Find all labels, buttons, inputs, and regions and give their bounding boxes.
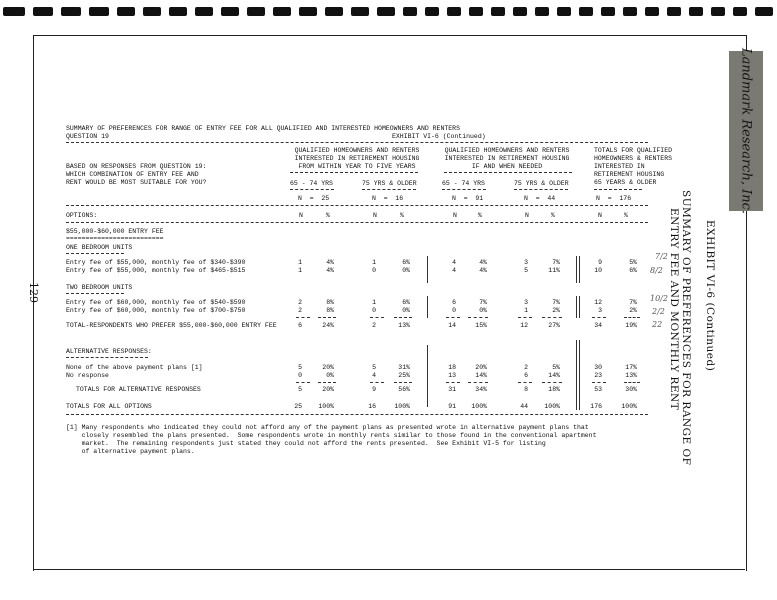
cell-count: 5: [372, 364, 376, 371]
column-divider: [579, 340, 580, 410]
group3-heading-2: HOMEOWNERS & RENTERS: [594, 155, 673, 162]
punch-hole: [403, 7, 417, 16]
group2-underline: [444, 172, 572, 173]
cell-count: 2: [524, 364, 528, 371]
n-col-a: N = 25: [298, 195, 330, 202]
punch-hole: [711, 7, 725, 16]
cell-percent: 2%: [552, 307, 560, 314]
cell-percent: 100%: [318, 403, 334, 410]
row-label: Entry fee of $60,000, monthly fee of $540-$590: [66, 299, 246, 306]
header-rule: [66, 142, 648, 143]
cell-count: 2: [298, 299, 302, 306]
punch-hole: [447, 7, 461, 16]
options-label: OPTIONS:: [66, 212, 98, 219]
page-border-bottom: [34, 569, 745, 570]
cell-percent: 4%: [326, 259, 334, 266]
cell-count: 5: [298, 364, 302, 371]
cell-count: 13: [448, 372, 456, 379]
cell-count: 16: [368, 403, 376, 410]
col-head-pct: %: [551, 212, 555, 219]
age-a-underline: [290, 189, 334, 190]
col-head-pct: %: [326, 212, 330, 219]
company-stamp: [729, 47, 763, 215]
group2-heading-1: QUALIFIED HOMEOWNERS AND RENTERS: [444, 147, 570, 154]
cell-percent: 100%: [621, 403, 637, 410]
cell-percent: 5%: [629, 259, 637, 266]
subtotal-rule: [468, 317, 488, 318]
n-col-b: N = 16: [372, 195, 404, 202]
cell-count: 12: [520, 322, 528, 329]
punch-hole: [535, 7, 549, 16]
cell-percent: 19%: [625, 322, 637, 329]
cell-count: 44: [520, 403, 528, 410]
handwritten-note: 8/2: [650, 266, 663, 275]
cell-count: 9: [598, 259, 602, 266]
cell-percent: 7%: [552, 259, 560, 266]
col-head-n: N: [598, 212, 602, 219]
range-heading: $55,000-$60,000 ENTRY FEE: [66, 228, 164, 235]
cell-percent: 18%: [548, 386, 560, 393]
subtotal-rule: [318, 317, 336, 318]
cell-count: 1: [372, 259, 376, 266]
cell-percent: 14%: [548, 372, 560, 379]
punch-hole: [61, 7, 81, 16]
subtotal-rule: [394, 317, 412, 318]
subtotal-rule: [446, 382, 460, 383]
handwritten-note: 22: [652, 320, 663, 329]
cell-count: 2: [372, 322, 376, 329]
column-divider: [576, 296, 577, 318]
cell-percent: 20%: [322, 386, 334, 393]
cell-count: 0: [372, 267, 376, 274]
column-divider: [427, 256, 428, 283]
cell-count: 4: [452, 267, 456, 274]
punch-hole: [247, 7, 265, 16]
question-label: QUESTION 19: [66, 133, 109, 140]
handwritten-note: 10/2: [650, 294, 668, 303]
one-bedroom-underline: [66, 253, 124, 254]
handwritten-note: 7/2: [655, 252, 668, 261]
subtotal-rule: [318, 382, 336, 383]
cell-count: 0: [298, 372, 302, 379]
punch-hole: [491, 7, 505, 16]
group2-heading-2: INTERESTED IN RETIREMENT HOUSING: [444, 155, 570, 162]
cell-count: 0: [372, 307, 376, 314]
cell-percent: 20%: [475, 364, 487, 371]
group3-heading-4: RETIREMENT HOUSING: [594, 171, 665, 178]
cell-percent: 4%: [326, 267, 334, 274]
cell-count: 9: [372, 386, 376, 393]
group1-heading-3: FROM WITHIN YEAR TO FIVE YEARS: [298, 163, 416, 170]
subtotal-rule: [394, 382, 412, 383]
report-title: SUMMARY OF PREFERENCES FOR RANGE OF ENTRY FEE FOR ALL QUALIFIED AND INTERESTED HOMEOWNERS AND RENTERS: [66, 125, 460, 132]
age-b-underline: [362, 189, 416, 190]
exhibit-label: EXHIBIT VI-6 (Continued): [392, 133, 486, 140]
cell-count: 8: [524, 386, 528, 393]
cell-count: 1: [524, 307, 528, 314]
punch-hole: [667, 7, 681, 16]
row-label: TOTALS FOR ALL OPTIONS: [66, 403, 152, 410]
group3-heading-3: INTERESTED IN: [594, 163, 645, 170]
punch-hole: [755, 7, 773, 16]
punch-hole: [325, 7, 343, 16]
row-label: TOTALS FOR ALTERNATIVE RESPONSES: [76, 386, 201, 393]
cell-percent: 27%: [548, 322, 560, 329]
footnote-line: [1] Many respondents who indicated they could not afford any of the payment plans as presented wrote in alternative payment plans that: [66, 424, 589, 431]
cell-percent: 0%: [326, 372, 334, 379]
n-col-d: N = 44: [524, 195, 556, 202]
subtotal-rule: [370, 382, 384, 383]
row-label: Entry fee of $55,000, monthly fee of $340-$390: [66, 259, 246, 266]
cell-count: 4: [452, 259, 456, 266]
cell-count: 12: [594, 299, 602, 306]
alternative-underline: [66, 357, 148, 358]
cell-count: 176: [590, 403, 602, 410]
subtotal-rule: [518, 317, 532, 318]
subtotal-rule: [624, 382, 640, 383]
group1-heading-1: QUALIFIED HOMEOWNERS AND RENTERS: [294, 147, 420, 154]
cell-percent: 7%: [629, 299, 637, 306]
footnote-line: of alternative payment plans.: [66, 448, 195, 455]
footnote-line: closely resembled the plans presented. Some respondents wrote in monthly rents similar to those found in the conventional apartment: [66, 432, 597, 439]
age-c-underline: [442, 189, 486, 190]
cell-percent: 4%: [479, 267, 487, 274]
cell-count: 53: [594, 386, 602, 393]
col-head-n: N: [373, 212, 377, 219]
based-on-line-2: WHICH COMBINATION OF ENTRY FEE AND: [66, 171, 199, 178]
subtotal-rule: [370, 317, 384, 318]
group2-heading-3: IF AND WHEN NEEDED: [471, 163, 543, 170]
cell-percent: 7%: [552, 299, 560, 306]
cell-count: 3: [524, 259, 528, 266]
n-col-c: N = 91: [452, 195, 484, 202]
two-bedroom-heading: TWO BEDROOM UNITS: [66, 284, 133, 291]
subtotal-rule: [446, 317, 460, 318]
cell-percent: 13%: [625, 372, 637, 379]
cell-count: 6: [452, 299, 456, 306]
cell-percent: 100%: [394, 403, 410, 410]
cell-percent: 6%: [629, 267, 637, 274]
subtotal-rule: [542, 382, 562, 383]
n-col-e: N = 176: [596, 195, 632, 202]
cell-percent: 34%: [475, 386, 487, 393]
two-bedroom-underline: [66, 293, 124, 294]
punch-hole: [299, 7, 317, 16]
punch-hole: [3, 7, 25, 16]
page-number: 129: [27, 282, 40, 303]
side-summary-subtitle: ENTRY FEE AND MONTHLY RENT: [668, 208, 680, 411]
cell-percent: 6%: [402, 299, 410, 306]
side-exhibit-title: EXHIBIT VI-6 (Continued): [704, 220, 716, 372]
cell-percent: 31%: [398, 364, 410, 371]
cell-percent: 0%: [479, 307, 487, 314]
subtotal-rule: [624, 317, 640, 318]
cell-count: 4: [372, 372, 376, 379]
col-head-pct: %: [478, 212, 482, 219]
cell-count: 23: [594, 372, 602, 379]
cell-count: 3: [524, 299, 528, 306]
age-col-d: 75 YRS & OLDER: [514, 180, 569, 187]
cell-percent: 7%: [479, 299, 487, 306]
side-summary-title: SUMMARY OF PREFERENCES FOR RANGE OF: [680, 190, 692, 466]
group1-heading-2: INTERESTED IN RETIREMENT HOUSING: [294, 155, 420, 162]
cell-percent: 30%: [625, 386, 637, 393]
subtotal-rule: [542, 317, 562, 318]
cell-percent: 100%: [471, 403, 487, 410]
col-head-pct: %: [624, 212, 628, 219]
row-label: None of the above payment plans [1]: [66, 364, 203, 371]
punch-hole: [425, 7, 439, 16]
cell-count: 2: [298, 307, 302, 314]
punch-hole: [273, 7, 291, 16]
cell-percent: 11%: [548, 267, 560, 274]
cell-percent: 100%: [544, 403, 560, 410]
cell-count: 5: [524, 267, 528, 274]
column-divider: [576, 340, 577, 410]
row-label: Entry fee of $55,000, monthly fee of $465-$515: [66, 267, 246, 274]
subtotal-rule: [518, 382, 532, 383]
group3-underline: [594, 189, 642, 190]
column-divider: [427, 345, 428, 407]
based-on-line-1: BASED ON RESPONSES FROM QUESTION 19:: [66, 163, 207, 170]
alternative-heading: ALTERNATIVE RESPONSES:: [66, 348, 152, 355]
age-d-underline: [514, 189, 568, 190]
cell-count: 3: [598, 307, 602, 314]
column-divider: [576, 256, 577, 283]
subtotal-rule: [296, 317, 310, 318]
cell-percent: 6%: [402, 259, 410, 266]
range-underline: =========================: [66, 235, 164, 242]
cell-percent: 0%: [402, 307, 410, 314]
subtotal-rule: [592, 317, 606, 318]
subtotal-rule: [296, 382, 310, 383]
punch-hole: [513, 7, 527, 16]
cell-count: 0: [452, 307, 456, 314]
age-col-b: 75 YRS & OLDER: [362, 180, 417, 187]
column-divider: [579, 256, 580, 283]
age-col-a: 65 - 74 YRS: [290, 180, 333, 187]
col-head-n: N: [299, 212, 303, 219]
punch-hole: [221, 7, 239, 16]
cell-percent: 15%: [475, 322, 487, 329]
cell-percent: 8%: [326, 307, 334, 314]
cell-percent: 13%: [398, 322, 410, 329]
cell-percent: 0%: [402, 267, 410, 274]
n-rule: [66, 205, 648, 206]
punch-hole: [169, 7, 187, 16]
col-head-pct: %: [400, 212, 404, 219]
col-head-n: N: [525, 212, 529, 219]
punch-hole: [601, 7, 615, 16]
cell-count: 10: [594, 267, 602, 274]
one-bedroom-heading: ONE BEDROOM UNITS: [66, 244, 133, 251]
handwritten-note: 2/2: [652, 307, 665, 316]
cell-count: 18: [448, 364, 456, 371]
cell-count: 14: [448, 322, 456, 329]
row-label: TOTAL-RESPONDENTS WHO PREFER $55,000-$60,000 ENTRY FEE: [66, 322, 277, 329]
punch-hole: [645, 7, 659, 16]
punch-hole: [89, 7, 109, 16]
company-stamp-text: Landmark Research, Inc.: [738, 47, 754, 215]
row-label: Entry fee of $60,000, monthly fee of $700-$750: [66, 307, 246, 314]
punch-hole: [143, 7, 161, 16]
punch-hole: [195, 7, 213, 16]
cell-percent: 14%: [475, 372, 487, 379]
cell-count: 34: [594, 322, 602, 329]
punch-hole: [689, 7, 703, 16]
cell-percent: 5%: [552, 364, 560, 371]
cell-percent: 20%: [322, 364, 334, 371]
cell-percent: 25%: [398, 372, 410, 379]
column-divider: [579, 296, 580, 318]
cell-count: 30: [594, 364, 602, 371]
punch-hole: [579, 7, 593, 16]
subtotal-rule: [592, 382, 606, 383]
punch-hole: [557, 7, 571, 16]
cell-percent: 17%: [625, 364, 637, 371]
cell-count: 1: [298, 267, 302, 274]
table-bottom-rule: [66, 414, 648, 415]
cell-count: 1: [298, 259, 302, 266]
cell-count: 6: [524, 372, 528, 379]
cell-percent: 2%: [629, 307, 637, 314]
punch-hole: [623, 7, 637, 16]
cell-count: 31: [448, 386, 456, 393]
row-label: No response: [66, 372, 109, 379]
cell-percent: 4%: [479, 259, 487, 266]
column-divider: [427, 296, 428, 318]
cell-count: 6: [298, 322, 302, 329]
punch-hole: [117, 7, 135, 16]
punch-hole: [377, 7, 395, 16]
subtotal-rule: [468, 382, 488, 383]
group1-underline: [290, 172, 418, 173]
footnote-line: market. The remaining respondents just stated they could not afford the rents presented. See Exhibit VI-5 for listing: [66, 440, 546, 447]
punch-hole: [469, 7, 483, 16]
cell-percent: 8%: [326, 299, 334, 306]
cell-percent: 56%: [398, 386, 410, 393]
col-head-n: N: [453, 212, 457, 219]
group3-heading-1: TOTALS FOR QUALIFIED: [594, 147, 673, 154]
cell-count: 1: [372, 299, 376, 306]
cell-count: 91: [448, 403, 456, 410]
punch-hole: [33, 7, 53, 16]
based-on-line-3: RENT WOULD BE MOST SUITABLE FOR YOU?: [66, 179, 207, 186]
punch-hole: [351, 7, 369, 16]
cell-percent: 24%: [322, 322, 334, 329]
group3-heading-5: 65 YEARS & OLDER: [594, 179, 657, 186]
cell-count: 5: [298, 386, 302, 393]
age-col-c: 65 - 74 YRS: [442, 180, 485, 187]
options-rule: [66, 222, 648, 223]
cell-count: 25: [294, 403, 302, 410]
punch-hole: [733, 7, 747, 16]
